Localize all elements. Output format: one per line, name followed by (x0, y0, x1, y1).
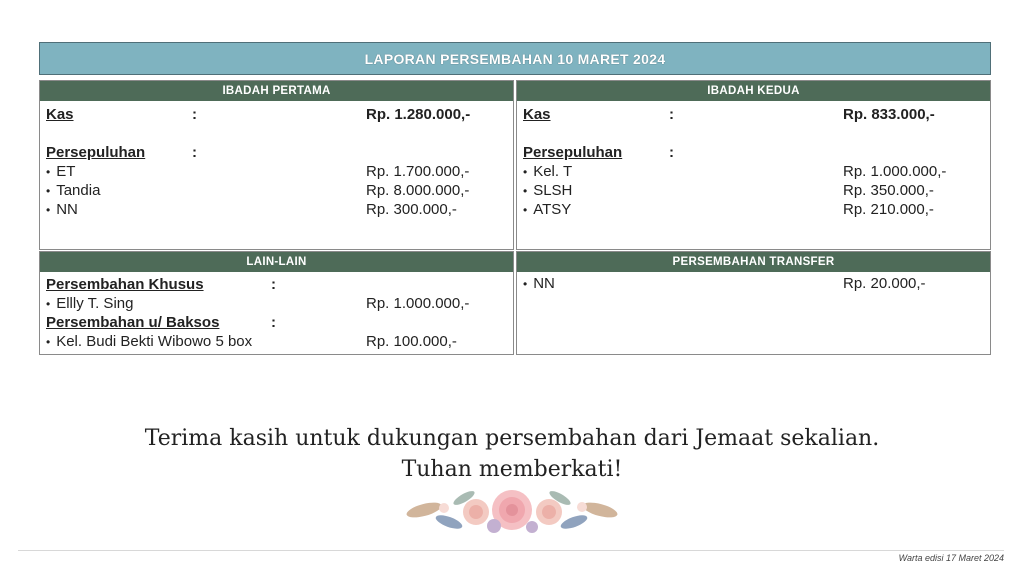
list-item-amount: Rp. 1.700.000,- (366, 163, 470, 180)
list-item-amount: Rp. 1.000.000,- (366, 295, 470, 312)
list-item-amount: Rp. 210.000,- (843, 201, 934, 218)
list-item-amount: Rp. 100.000,- (366, 333, 457, 350)
bullet-icon: • (523, 277, 528, 291)
list-item: • Tandia (46, 182, 101, 199)
khusus-colon: : (271, 276, 276, 293)
panel-persembahan-transfer (516, 251, 991, 355)
bullet-icon: • (46, 297, 51, 311)
panel-header-ibadah-kedua: IBADAH KEDUA (517, 81, 990, 101)
list-item-amount: Rp. 350.000,- (843, 182, 934, 199)
thanks-message: Terima kasih untuk dukungan persembahan dari Jemaat sekalian. (144, 426, 880, 451)
persepuluhan-colon: : (669, 144, 674, 161)
list-item: • ATSY (523, 201, 572, 218)
bullet-icon: • (523, 184, 528, 198)
panel-header-ibadah-pertama: IBADAH PERTAMA (40, 81, 513, 101)
panel-header-transfer: PERSEMBAHAN TRANSFER (517, 252, 990, 272)
kas-label: Kas (46, 106, 74, 123)
baksos-label: Persembahan u/ Baksos (46, 314, 220, 331)
panel-ibadah-kedua (516, 80, 991, 250)
list-item: • Kel. Budi Bekti Wibowo 5 box (46, 333, 253, 350)
panel-lain-lain (39, 251, 514, 355)
list-item: • NN (523, 275, 555, 292)
panel-header-lain-lain: LAIN-LAIN (40, 252, 513, 272)
bullet-icon: • (46, 184, 51, 198)
kas-colon: : (669, 106, 674, 123)
bullet-icon: • (46, 335, 51, 349)
persepuluhan-label: Persepuluhan (46, 144, 146, 161)
baksos-colon: : (271, 314, 276, 331)
report-title: LAPORAN PERSEMBAHAN 10 MARET 2024 (39, 42, 991, 75)
list-item: • ET (46, 163, 76, 180)
kas-value: Rp. 1.280.000,- (366, 106, 471, 123)
bullet-icon: • (46, 203, 51, 217)
list-item: • Kel. T (523, 163, 573, 180)
list-item: • SLSH (523, 182, 573, 199)
persepuluhan-colon: : (192, 144, 197, 161)
bullet-icon: • (523, 165, 528, 179)
list-item-amount: Rp. 8.000.000,- (366, 182, 470, 199)
kas-label: Kas (523, 106, 551, 123)
list-item: • NN (46, 201, 78, 218)
floral-decoration-icon (404, 482, 620, 542)
footer-divider (18, 550, 1004, 551)
blessing-message: Tuhan memberkati! (401, 457, 623, 482)
list-item-amount: Rp. 300.000,- (366, 201, 457, 218)
panel-ibadah-pertama (39, 80, 514, 250)
kas-colon: : (192, 106, 197, 123)
persepuluhan-label: Persepuluhan (523, 144, 623, 161)
khusus-label: Persembahan Khusus (46, 276, 204, 293)
list-item: • Ellly T. Sing (46, 295, 134, 312)
bullet-icon: • (46, 165, 51, 179)
footer-edition: Warta edisi 17 Maret 2024 (898, 553, 1004, 563)
kas-value: Rp. 833.000,- (843, 106, 935, 123)
list-item-amount: Rp. 1.000.000,- (843, 163, 947, 180)
list-item-amount: Rp. 20.000,- (843, 275, 926, 292)
bullet-icon: • (523, 203, 528, 217)
